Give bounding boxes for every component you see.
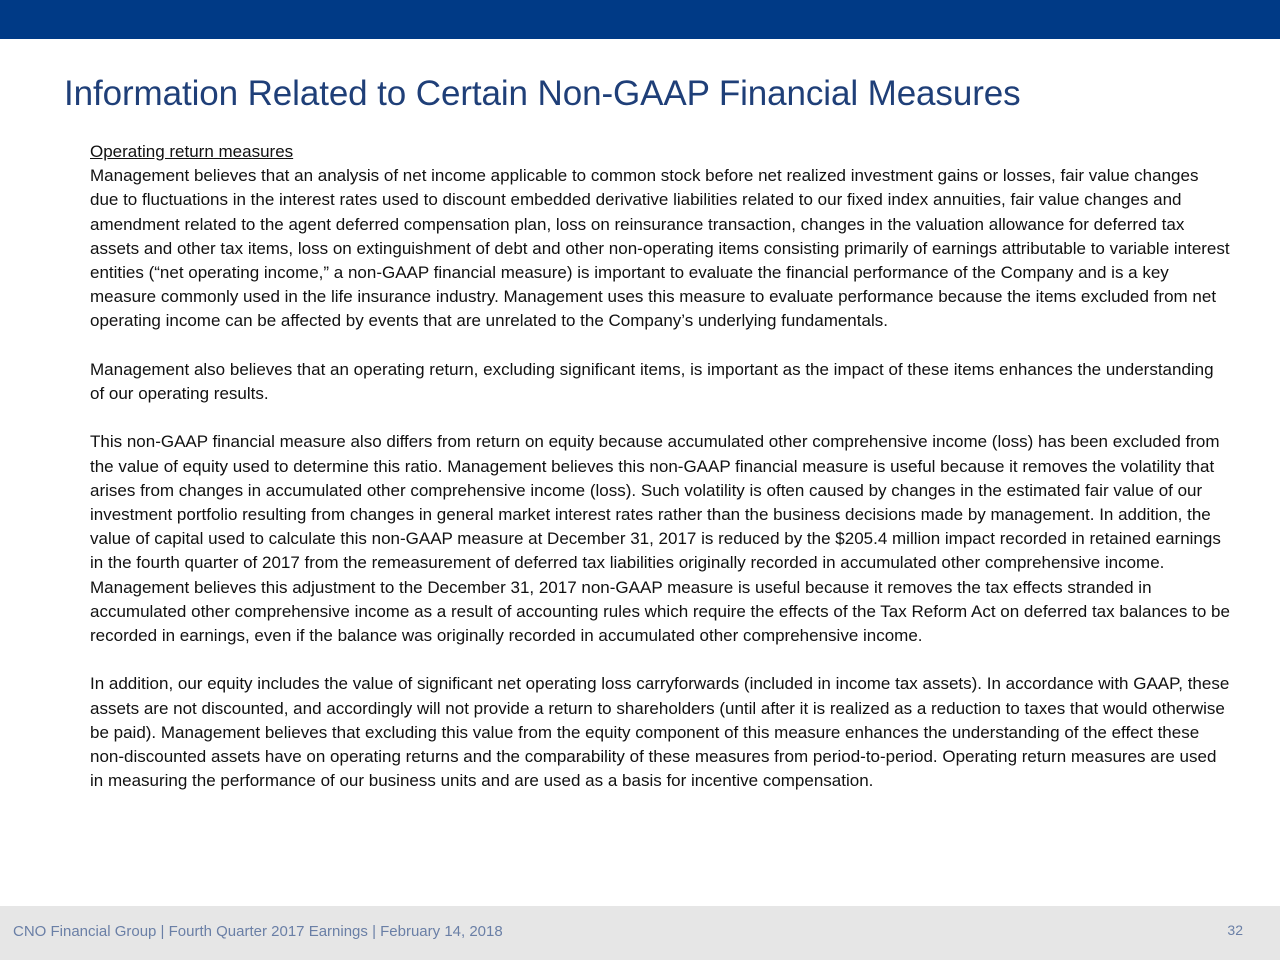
footer-bar <box>0 906 1280 960</box>
slide-body <box>90 140 1230 818</box>
paragraph-operating-return: Management also believes that an operating return, excluding significant items, is important as the impact of these items enhances the understanding of our operating results. <box>90 359 1214 404</box>
paragraph-nol-carryforwards: In addition, our equity includes the value of significant net operating loss carryforwards (included in income tax assets). In accordance with GAAP, these assets are not discounted, and accordingly will not provide a return to shareholders (until after it is realized as a reduction to taxes that would otherwise be paid). Management believes that excluding this value from the equity component of this measure enhances the understanding of the effect these non-discounted assets have on operating returns and the comparability of these measures from period-to-period. Operating return measures are used in measuring the performance of our business units and are used as a basis for incentive compensation. <box>90 674 1230 791</box>
page-number: 32 <box>1227 922 1243 938</box>
slide-title: Information Related to Certain Non-GAAP Financial Measures <box>64 74 1021 113</box>
section-heading: Operating return measures <box>90 142 294 161</box>
top-banner <box>0 0 1280 39</box>
paragraph-net-operating-income: Management believes that an analysis of net income applicable to common stock before net realized investment gains or losses, fair value changes due to fluctuations in the interest rates used to discount embedded derivative liabilities related to our fixed index annuities, fair value changes and amendment related to the agent deferred compensation plan, loss on reinsurance transaction, changes in the valuation allowance for deferred tax assets and other tax items, loss on extinguishment of debt and other non-operating items consisting primarily of earnings attributable to variable interest entities (“net operating income,” a non-GAAP financial measure) is important to evaluate the financial performance of the Company and is a key measure commonly used in the life insurance industry. Management uses this measure to evaluate performance because the items excluded from net operating income can be affected by events that are unrelated to the Company’s underlying fundamentals. <box>90 166 1230 331</box>
footer-text: CNO Financial Group | Fourth Quarter 2017 Earnings | February 14, 2018 <box>13 923 503 940</box>
paragraph-aoci-exclusion: This non-GAAP financial measure also differs from return on equity because accumulated other comprehensive income (loss) has been excluded from the value of equity used to determine this ratio. Management believes this non-GAAP financial measure is useful because it removes the volatility that arises from changes in accumulated other comprehensive income (loss). Such volatility is often caused by changes in the estimated fair value of our investment portfolio resulting from changes in general market interest rates rather than the business decisions made by management. In addition, the value of capital used to calculate this non-GAAP measure at December 31, 2017 is reduced by the $205.4 million impact recorded in retained earnings in the fourth quarter of 2017 from the remeasurement of deferred tax liabilities originally recorded in accumulated other comprehensive income. Management believes this adjustment to the December 31, 2017 non-GAAP measure is useful because it removes the tax effects stranded in accumulated other comprehensive income as a result of accounting rules which require the effects of the Tax Reform Act on deferred tax balances to be recorded in earnings, even if the balance was originally recorded in accumulated other comprehensive income. <box>90 432 1230 646</box>
